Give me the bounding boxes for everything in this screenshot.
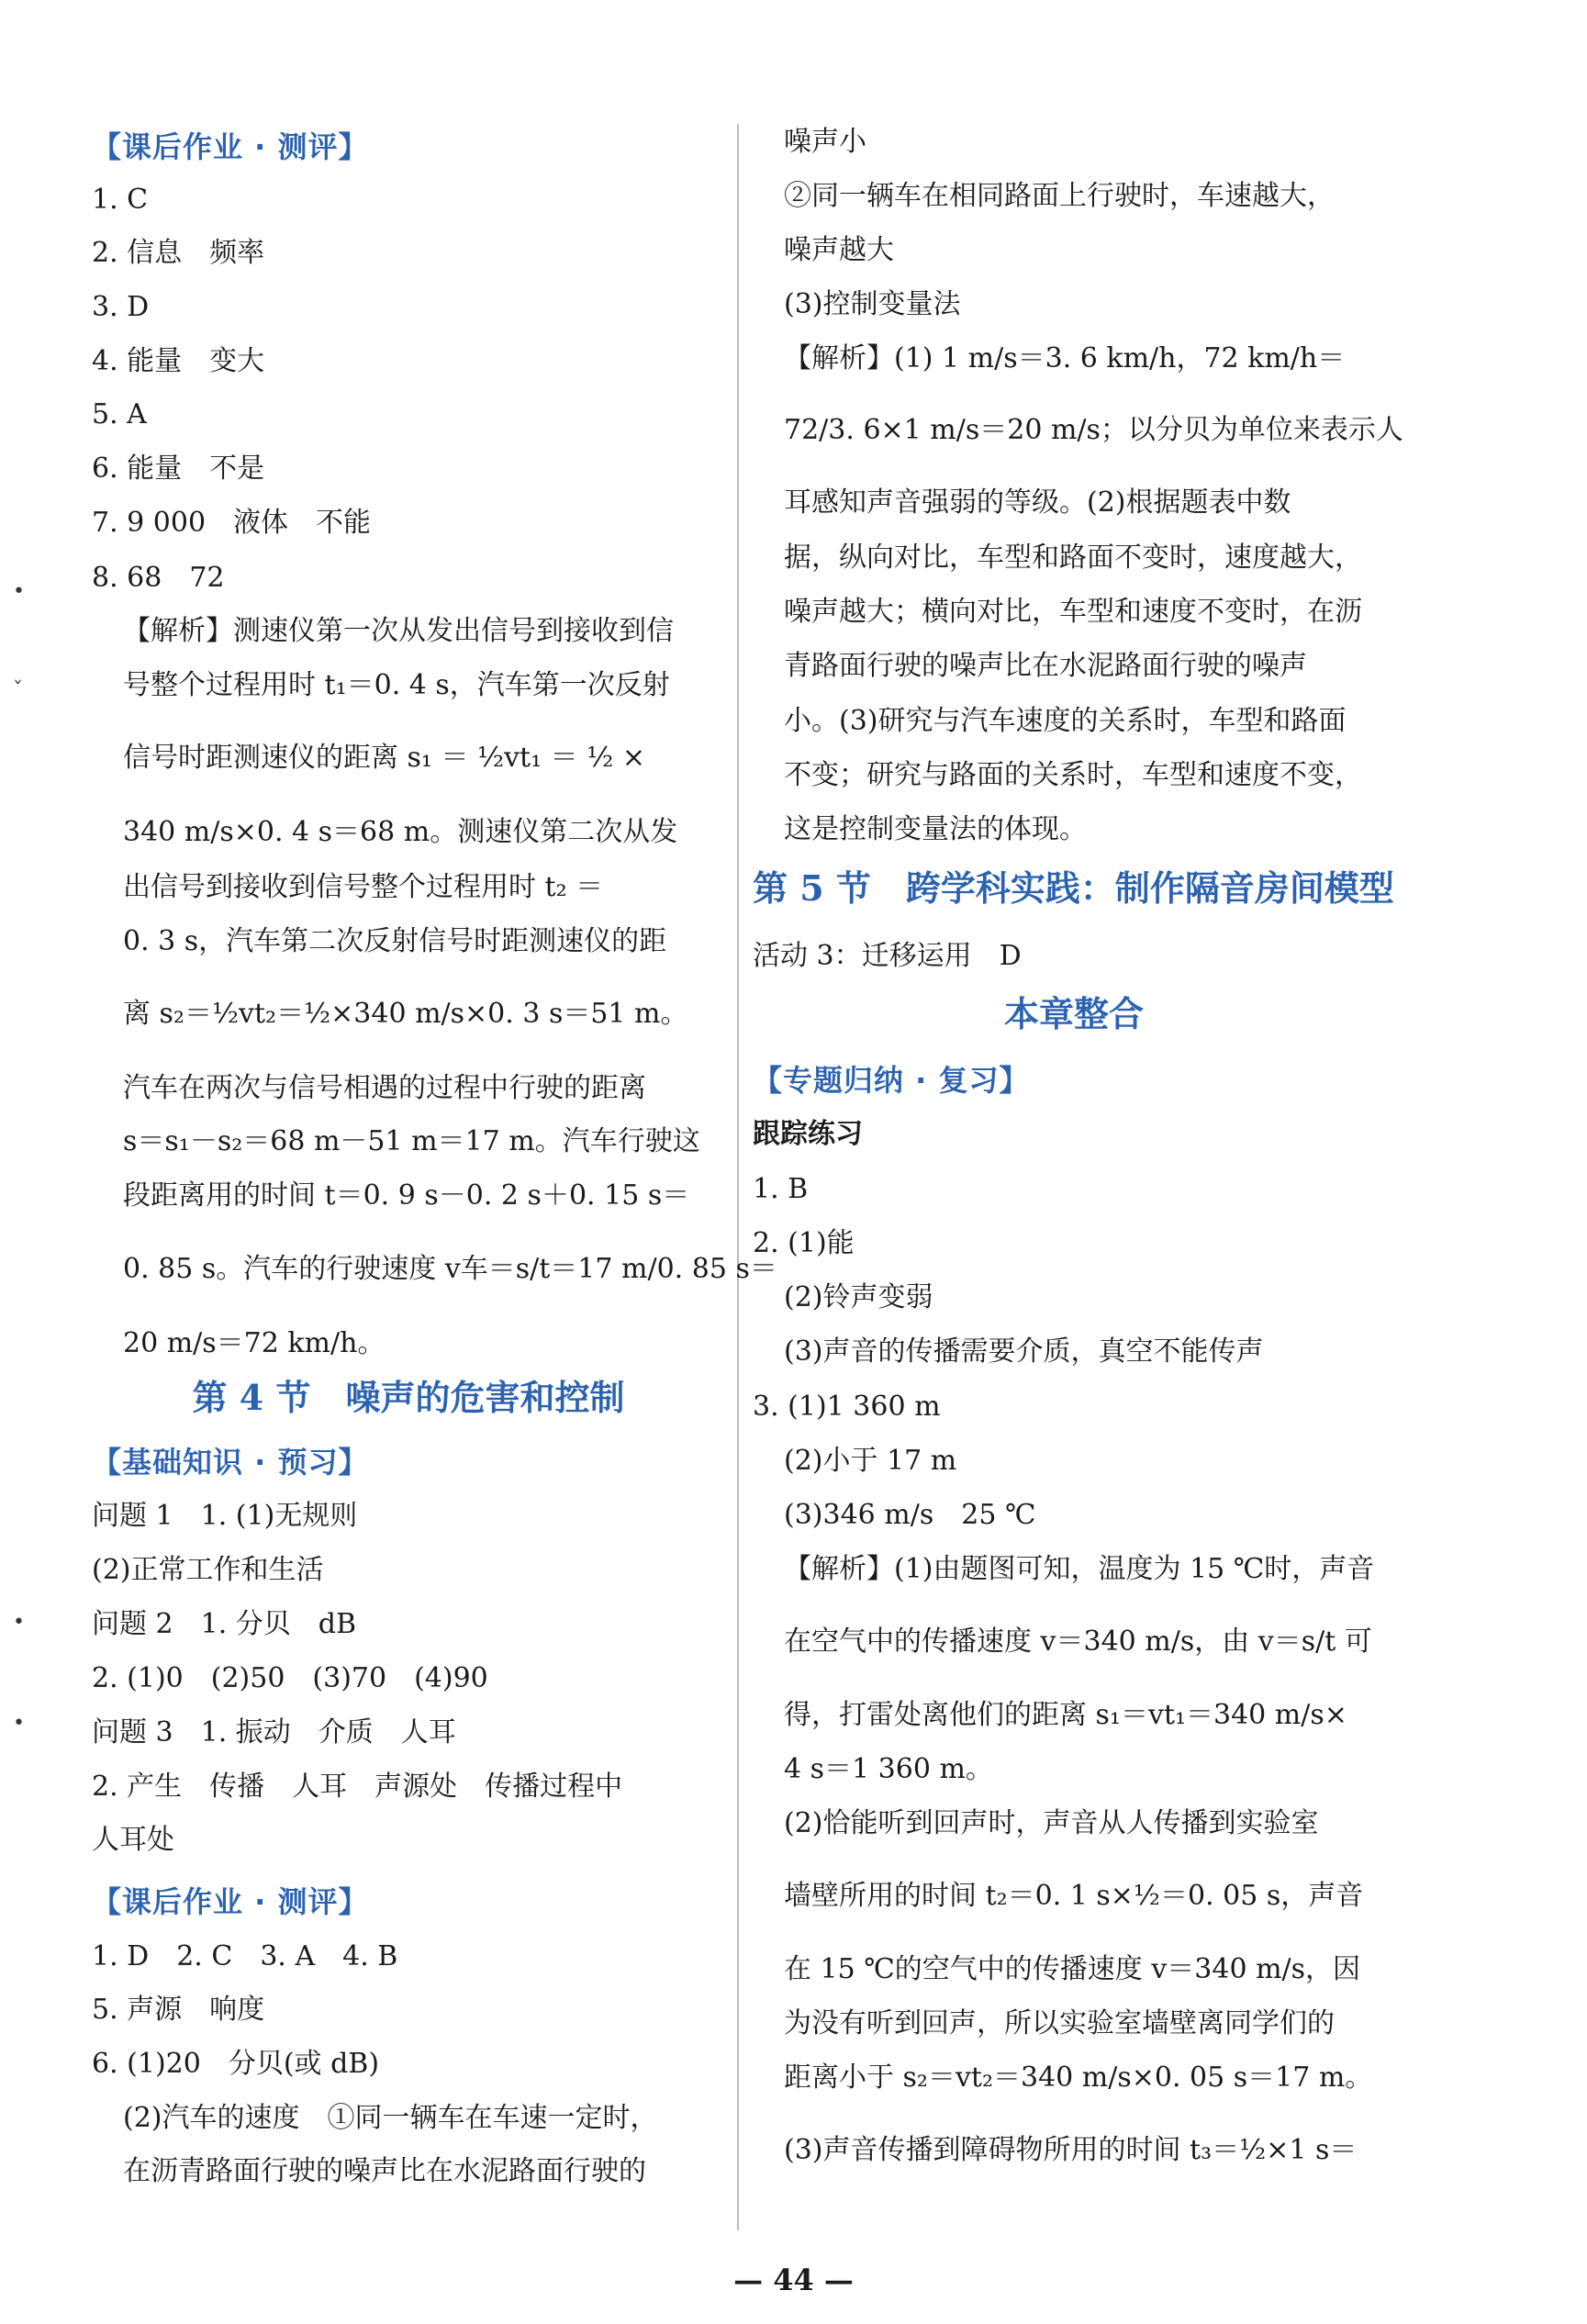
section-heading: 第 4 节 噪声的危害和控制 bbox=[192, 1377, 625, 1418]
text-line: 为没有听到回声，所以实验室墙壁离同学们的 bbox=[784, 2007, 1335, 2039]
answer-line: 问题 1 1. (1)无规则 bbox=[92, 1500, 358, 1532]
text-line: 这是控制变量法的体现。 bbox=[784, 813, 1087, 845]
text-line: 噪声小 bbox=[784, 126, 866, 158]
text-line: 耳感知声音强弱的等级。(2)根据题表中数 bbox=[784, 486, 1291, 519]
answer-line: 问题 3 1. 振动 介质 人耳 bbox=[92, 1716, 456, 1749]
section-label: 【课后作业 · 测评】 bbox=[92, 1884, 369, 1919]
text-line: 汽车在两次与信号相遇的过程中行驶的距离 bbox=[123, 1072, 646, 1104]
text-line: 在空气中的传播速度 v＝340 m/s，由 v＝s/t 可 bbox=[784, 1626, 1372, 1658]
text-line: 噪声越大；横向对比，车型和速度不变时，在沥 bbox=[784, 596, 1362, 628]
answer-line: 2. (1)能 bbox=[753, 1227, 855, 1259]
answer-line: 3. (1)1 360 m bbox=[753, 1391, 941, 1423]
text-line: 据，纵向对比，车型和路面不变时，速度越大， bbox=[784, 542, 1362, 574]
text-line: (2)恰能听到回声时，声音从人传播到实验室 bbox=[784, 1807, 1319, 1839]
margin-mark: • bbox=[13, 1712, 25, 1735]
answer-line: 1. C bbox=[92, 184, 149, 216]
section-label: 【基础知识 · 预习】 bbox=[92, 1445, 369, 1480]
text-line: (2)铃声变弱 bbox=[784, 1281, 933, 1313]
text-line: s＝s₁－s₂＝68 m－51 m＝17 m。汽车行驶这 bbox=[123, 1125, 700, 1157]
answer-line: 2. 产生 传播 人耳 声源处 传播过程中 bbox=[92, 1771, 623, 1803]
answer-line: 1. B bbox=[753, 1173, 809, 1205]
margin-mark: • bbox=[13, 1611, 25, 1634]
answer-line: 活动 3：迁移运用 D bbox=[753, 940, 1022, 972]
text-line: 【解析】(1) 1 m/s＝3. 6 km/h，72 km/h＝ bbox=[784, 342, 1346, 374]
text-line: 0. 85 s。汽车的行驶速度 v车＝s/t＝17 m/0. 85 s＝ bbox=[123, 1253, 777, 1285]
section-label: 【课后作业 · 测评】 bbox=[92, 129, 369, 164]
answer-line: (2)正常工作和生活 bbox=[92, 1554, 324, 1586]
column-divider bbox=[737, 124, 739, 2230]
text-line: 72/3. 6×1 m/s＝20 m/s；以分贝为单位来表示人 bbox=[784, 414, 1403, 446]
text-line: (2)汽车的速度 ①同一辆车在车速一定时， bbox=[123, 2102, 658, 2134]
text-line: ②同一辆车在相同路面上行驶时，车速越大， bbox=[784, 180, 1335, 212]
text-line: (3)声音传播到障碍物所用的时间 t₃＝½×1 s＝ bbox=[784, 2134, 1358, 2166]
text-line: 4 s＝1 360 m。 bbox=[784, 1753, 993, 1785]
text-line: 得，打雷处离他们的距离 s₁＝vt₁＝340 m/s× bbox=[784, 1699, 1347, 1731]
answer-line: 6. 能量 不是 bbox=[92, 453, 265, 485]
text-line: 20 m/s＝72 km/h。 bbox=[123, 1327, 386, 1359]
text-line: 在沥青路面行驶的噪声比在水泥路面行驶的 bbox=[123, 2155, 646, 2187]
answer-line: 人耳处 bbox=[92, 1824, 174, 1856]
answer-line: 1. D 2. C 3. A 4. B bbox=[92, 1940, 398, 1972]
answer-line: 7. 9 000 液体 不能 bbox=[92, 507, 372, 539]
text-line: 340 m/s×0. 4 s＝68 m。测速仪第二次从发 bbox=[123, 816, 678, 848]
text-line: (2)小于 17 m bbox=[784, 1445, 957, 1477]
answer-line: 2. 信息 频率 bbox=[92, 237, 265, 269]
text-line: 信号时距测速仪的距离 s₁ ＝ ½vt₁ ＝ ½ × bbox=[123, 742, 645, 774]
text-line: 0. 3 s，汽车第二次反射信号时距测速仪的距 bbox=[123, 925, 667, 957]
text-line: 【解析】(1)由题图可知，温度为 15 ℃时，声音 bbox=[784, 1553, 1375, 1585]
text-line: 出信号到接收到信号整个过程用时 t₂ ＝ bbox=[123, 871, 604, 903]
text-line: 噪声越大 bbox=[784, 234, 894, 266]
text-line: 【解析】测速仪第一次从发出信号到接收到信 bbox=[123, 615, 674, 647]
text-line: 青路面行驶的噪声比在水泥路面行驶的噪声 bbox=[784, 650, 1307, 682]
page-number: — 44 — bbox=[733, 2263, 854, 2297]
text-line: (3)控制变量法 bbox=[784, 288, 961, 320]
text-line: 小。(3)研究与汽车速度的关系时，车型和路面 bbox=[784, 705, 1347, 737]
answer-line: 6. (1)20 分贝(或 dB) bbox=[92, 2048, 380, 2080]
text-line: 距离小于 s₂＝vt₂＝340 m/s×0. 05 s＝17 m。 bbox=[784, 2061, 1373, 2094]
text-line: 离 s₂＝½vt₂＝½×340 m/s×0. 3 s＝51 m。 bbox=[123, 998, 688, 1030]
text-line: 墙壁所用的时间 t₂＝0. 1 s×½＝0. 05 s，声音 bbox=[784, 1880, 1364, 1912]
answer-line: 5. 声源 响度 bbox=[92, 1994, 265, 2026]
section-label: 【专题归纳 · 复习】 bbox=[753, 1063, 1030, 1098]
answer-line: 4. 能量 变大 bbox=[92, 345, 265, 377]
answer-line: 8. 68 72 bbox=[92, 562, 225, 594]
margin-mark: • bbox=[13, 580, 25, 603]
text-line: (3)声音的传播需要介质，真空不能传声 bbox=[784, 1335, 1264, 1368]
text-line: 在 15 ℃的空气中的传播速度 v＝340 m/s，因 bbox=[784, 1953, 1361, 1985]
text-line: 段距离用的时间 t＝0. 9 s－0. 2 s＋0. 15 s＝ bbox=[123, 1179, 690, 1212]
answer-line: 问题 2 1. 分贝 dB bbox=[92, 1608, 357, 1640]
answer-line: 3. D bbox=[92, 291, 150, 323]
subheading: 跟踪练习 bbox=[753, 1118, 863, 1150]
text-line: 不变；研究与路面的关系时，车型和速度不变， bbox=[784, 759, 1362, 791]
section-heading: 本章整合 bbox=[1003, 993, 1144, 1034]
answer-line: 5. A bbox=[92, 398, 147, 430]
text-line: 号整个过程用时 t₁＝0. 4 s，汽车第一次反射 bbox=[123, 669, 670, 701]
text-line: (3)346 m/s 25 ℃ bbox=[784, 1499, 1036, 1531]
answer-line: 2. (1)0 (2)50 (3)70 (4)90 bbox=[92, 1662, 488, 1694]
section-heading: 第 5 节 跨学科实践：制作隔音房间模型 bbox=[753, 867, 1394, 909]
margin-mark: ˇ bbox=[13, 679, 23, 702]
